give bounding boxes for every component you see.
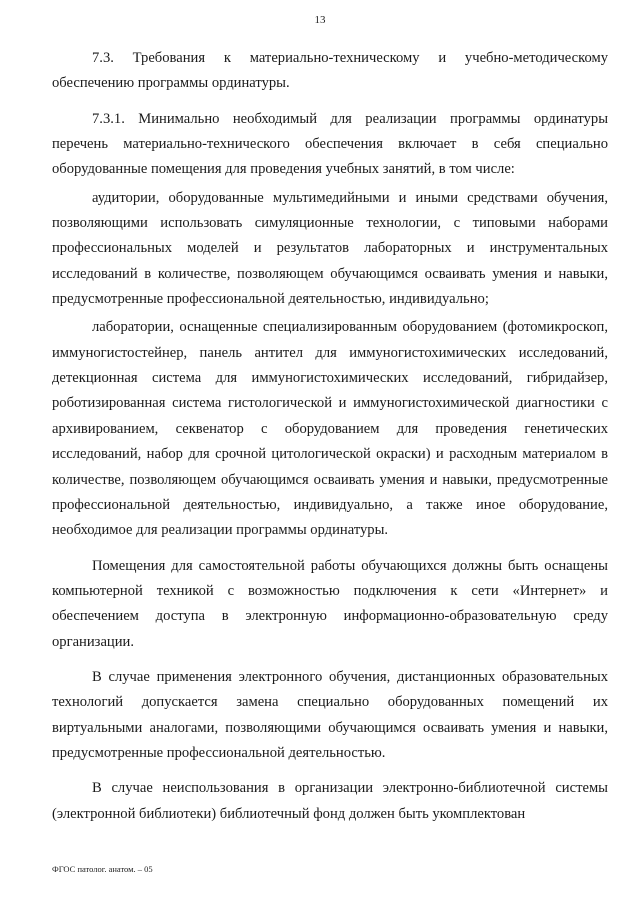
paragraph-laboratories: лаборатории, оснащенные специализированным оборудованием (фотомикроскоп, иммуногистостейнер, панель антител для иммуногистохимических исследований, детекционная система для иммуногистохимических исследований, гибридайзер, роботизированная система гистологической и иммуногистохимической диагностики с архивированием, секвенатор с оборудованием для проведения генетических исследований, набор для срочной цитологической окраски) и расходным материалом в количестве, позволяющем обучающимся осваивать умения и навыки, предусмотренные профессиональной деятельностью, индивидуально, а также иное оборудование, необходимое для реализации программы ординатуры. (52, 319, 608, 539)
paragraph-library: В случае неиспользования в организации электронно-библиотечной системы (электронной библиотеки) библиотечный фонд должен быть укомплектован (52, 780, 608, 822)
page-number: 13 (314, 14, 326, 26)
document-footer: ФГОС патолог. анатом. – 05 (52, 864, 153, 874)
paragraph-7-3-1: 7.3.1. Минимально необходимый для реализации программы ординатуры перечень материально-технического обеспечения включает в себя специально оборудованные помещения для проведения учебных занятий, в том числе: (52, 110, 608, 178)
paragraph-self-study-rooms: Помещения для самостоятельной работы обучающихся должны быть оснащены компьютерной техникой с возможностью подключения к сети «Интернет» и обеспечением доступа в электронную информационно-образовательную среду организации. (52, 557, 608, 650)
paragraph-e-learning: В случае применения электронного обучения, дистанционных образовательных технологий допускается замена специально оборудованных помещений их виртуальными аналогами, позволяющими обучающимся осваивать умения и навыки, предусмотренные профессиональной деятельностью. (52, 668, 608, 761)
document-body (52, 46, 608, 827)
section-heading-7-3: 7.3. Требования к материально-техническому и учебно-методическому обеспечению программы ординатуры. (52, 50, 608, 92)
paragraph-auditoriums: аудитории, оборудованные мультимедийными и иными средствами обучения, позволяющими использовать симуляционные технологии, с типовыми наборами профессиональных моделей и результатов лабораторных и инструментальных исследований в количестве, позволяющем обучающимся осваивать умения и навыки, предусмотренные профессиональной деятельностью, индивидуально; (52, 189, 608, 308)
